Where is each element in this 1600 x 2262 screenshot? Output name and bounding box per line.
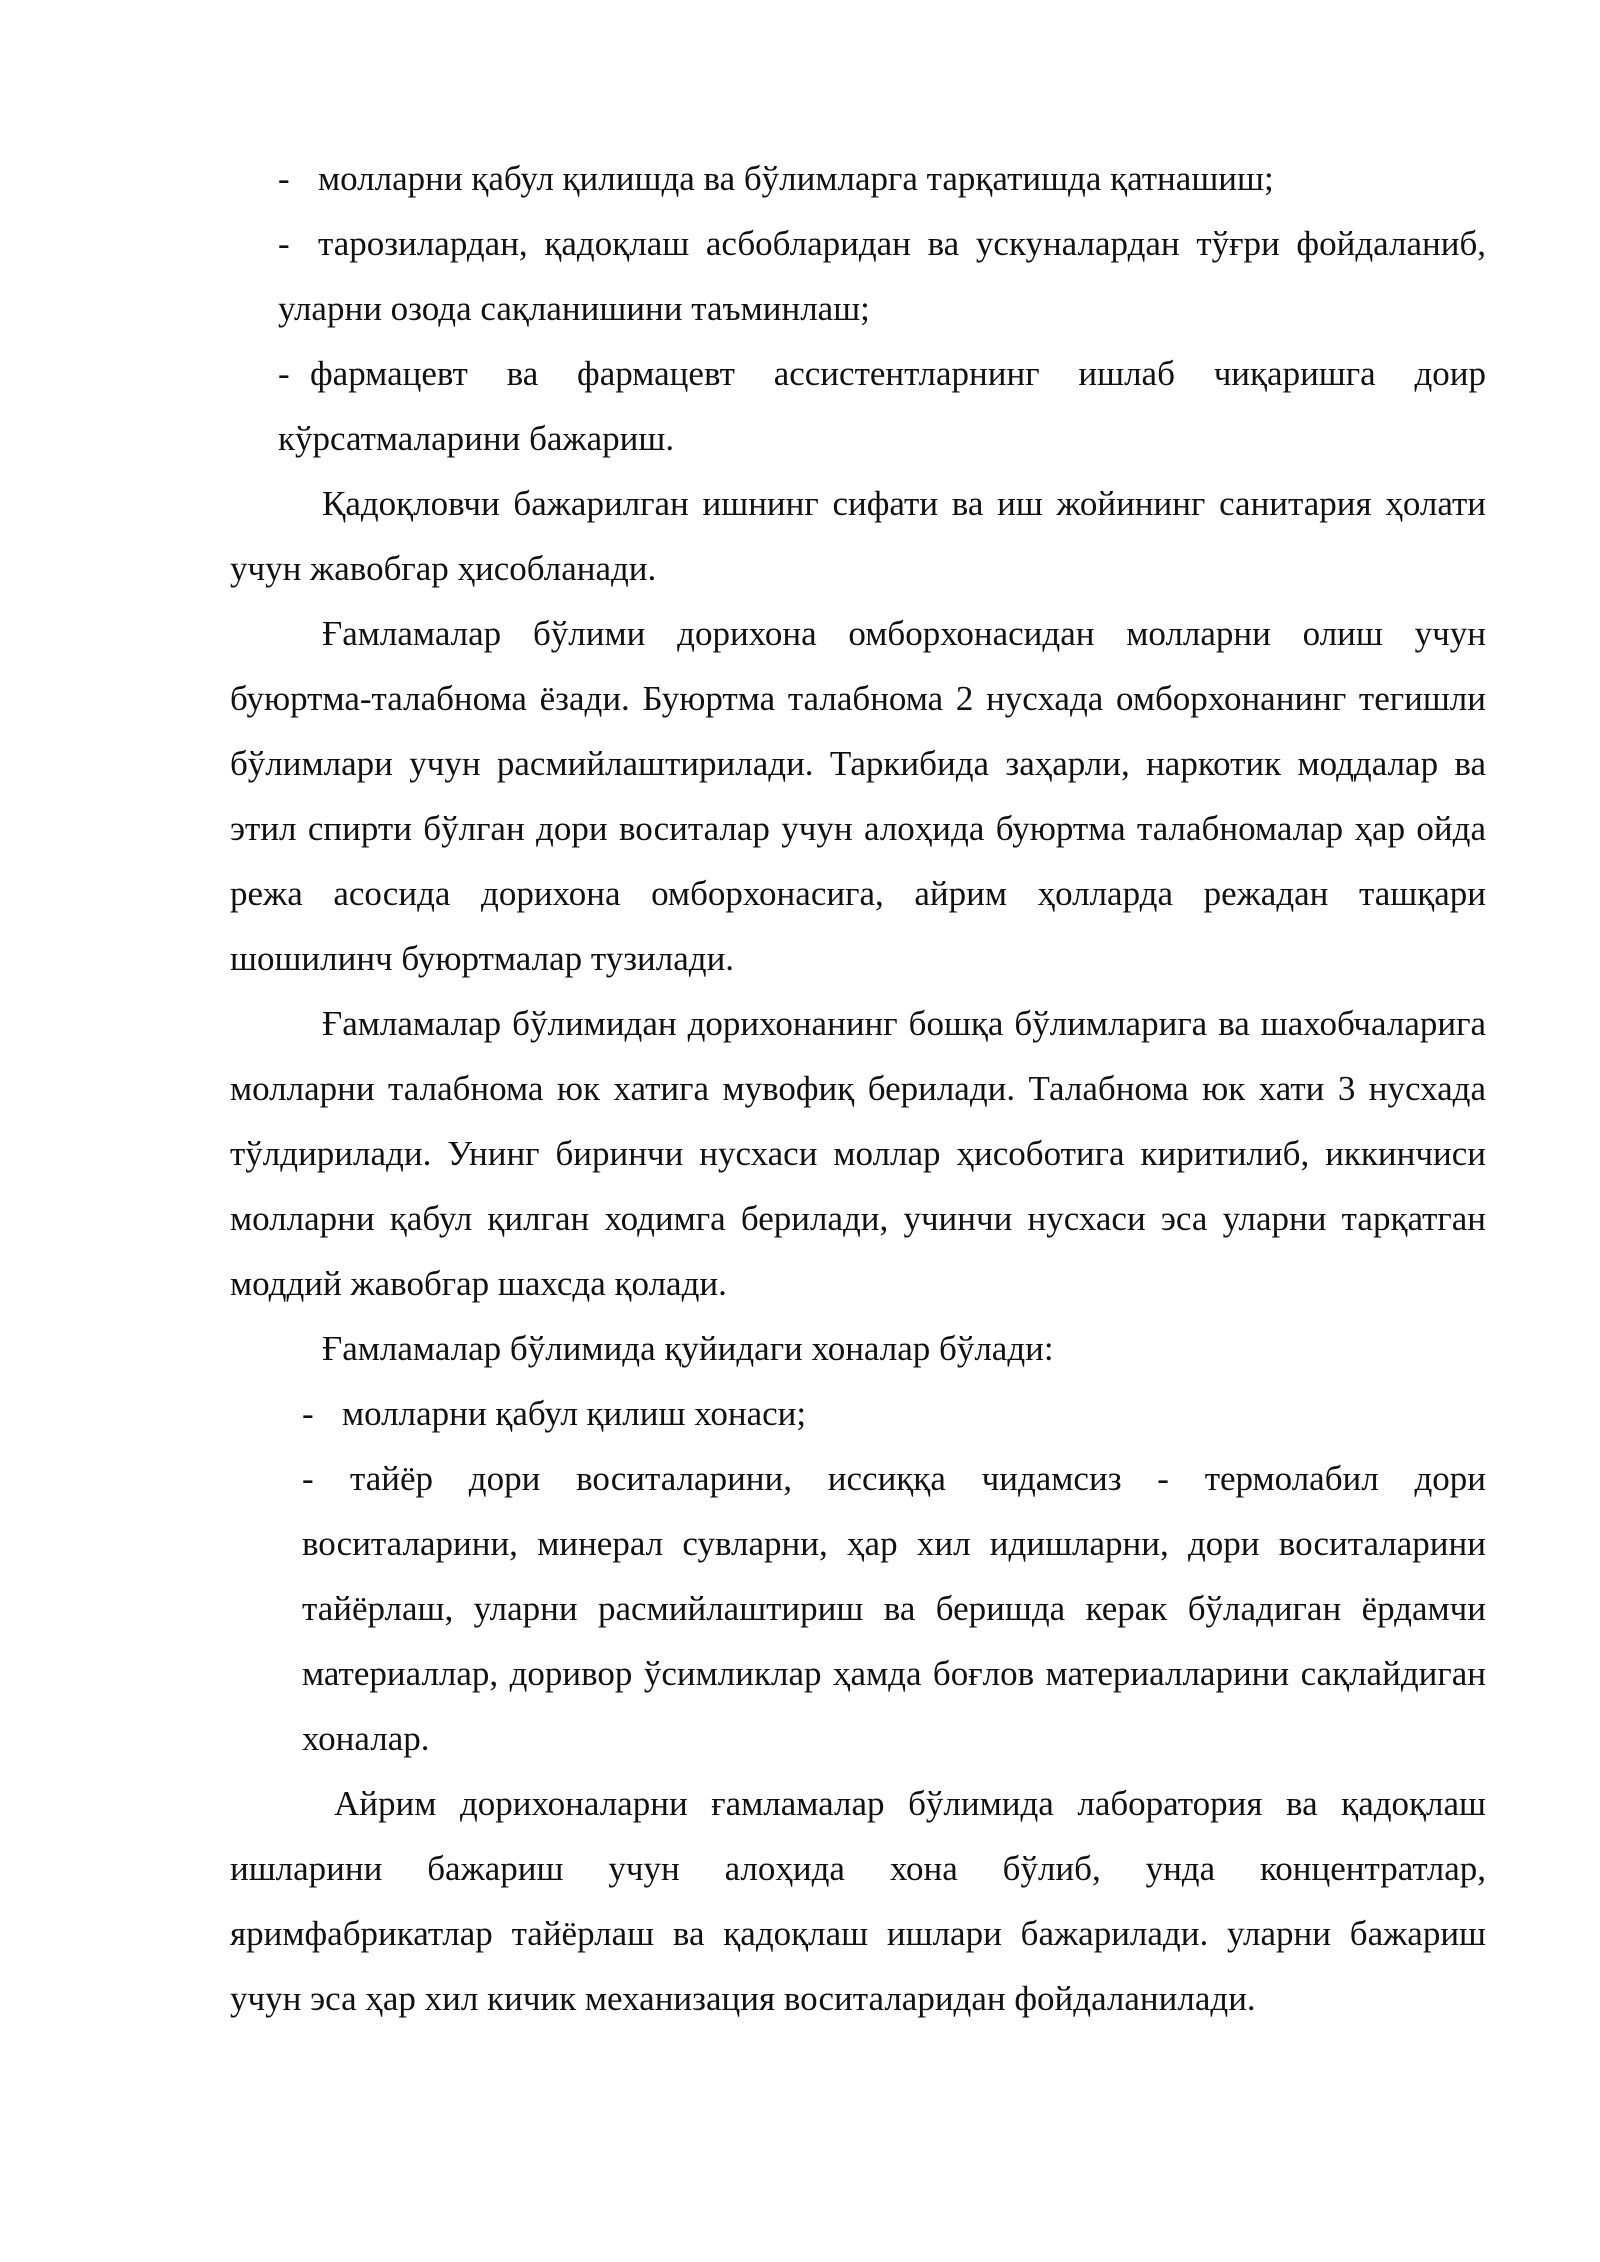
paragraph-packer-responsibility: Қадоқловчи бажарилган ишнинг сифати ва иш жойининг санитария ҳолати учун жавобгар ҳисобланади. xyxy=(230,484,1486,588)
list-item-text: молларни қабул қилиш хонаси; xyxy=(342,1394,807,1433)
list-item-accepting-goods xyxy=(278,146,1486,211)
list-item-storage-rooms xyxy=(302,1446,1486,1771)
paragraph-waybill: Ғамламалар бўлимидан дорихонанинг бошқа бўлимларига ва шахобчаларига молларни талабнома юк хатига мувофиқ берилади. Талабнома юк хати 3 нусхада тўлдирилади. Унинг биринчи нусхаси моллар ҳисоботига киритилиб, иккинчиси молларни қабул қилган ходимга берилади, учинчи нусхаси эса уларни тарқатган моддий жавобгар шахсда қолади. xyxy=(230,1004,1486,1303)
paragraph-laboratory: Айрим дорихоналарни ғамламалар бўлимида лаборатория ва қадоқлаш ишларини бажариш учун алоҳида хона бўлиб, унда концентратлар, яримфабрикатлар тайёрлаш ва қадоқлаш ишлари бажарилади. уларни бажариш учун эса ҳар хил кичик механизация воситаларидан фойдаланилади. xyxy=(230,1784,1486,2018)
list-item-text: фармацевт ва фармацевт ассистентларнинг ишлаб чиқаришга доир кўрсатмаларини бажариш. xyxy=(278,354,1486,458)
list-item-text: тарозилардан, қадоқлаш асбобларидан ва ускуналардан тўғри фойдаланиб, уларни озода сақланишини таъминлаш; xyxy=(278,224,1486,328)
list-dash: - xyxy=(278,354,290,393)
paragraph-order-requisition: Ғамламалар бўлими дорихона омборхонасидан молларни олиш учун буюртма-талабнома ёзади. Буюртма талабнома 2 нусхада омборхонанинг тегишли бўлимлари учун расмийлаштирилади. Таркибида заҳарли, наркотик моддалар ва этил спирти бўлган дори воситалар учун алоҳида буюртма талабномалар ҳар ойда режа асосида дорихона омборхонасига, айрим ҳолларда режадан ташқари шошилинч буюртмалар тузилади. xyxy=(230,614,1486,978)
list-item-pharmacist-instructions xyxy=(278,341,1486,471)
list-item-text: тайёр дори воситаларини, иссиққа чидамсиз - термолабил дори воситаларини, минерал сувларни, ҳар хил идишларни, дори воситаларини тайёрлаш, уларни расмийлаштириш ва беришда керак бўладиган ёрдамчи материаллар, доривор ўсимликлар ҳамда боғлов материалларини сақлайдиган хоналар. xyxy=(302,1459,1486,1758)
paragraph-rooms-intro: Ғамламалар бўлимида қуйидаги хоналар бўлади: xyxy=(322,1329,1054,1368)
list-dash: - xyxy=(278,224,290,263)
list-item-receiving-room xyxy=(302,1381,1486,1446)
list-item-scales-equipment xyxy=(278,211,1486,341)
list-item-text: молларни қабул қилишда ва бўлимларга тарқатишда қатнашиш; xyxy=(318,159,1274,198)
list-dash: - xyxy=(302,1394,314,1433)
list-dash: - xyxy=(278,159,290,198)
list-dash: - xyxy=(302,1459,314,1498)
